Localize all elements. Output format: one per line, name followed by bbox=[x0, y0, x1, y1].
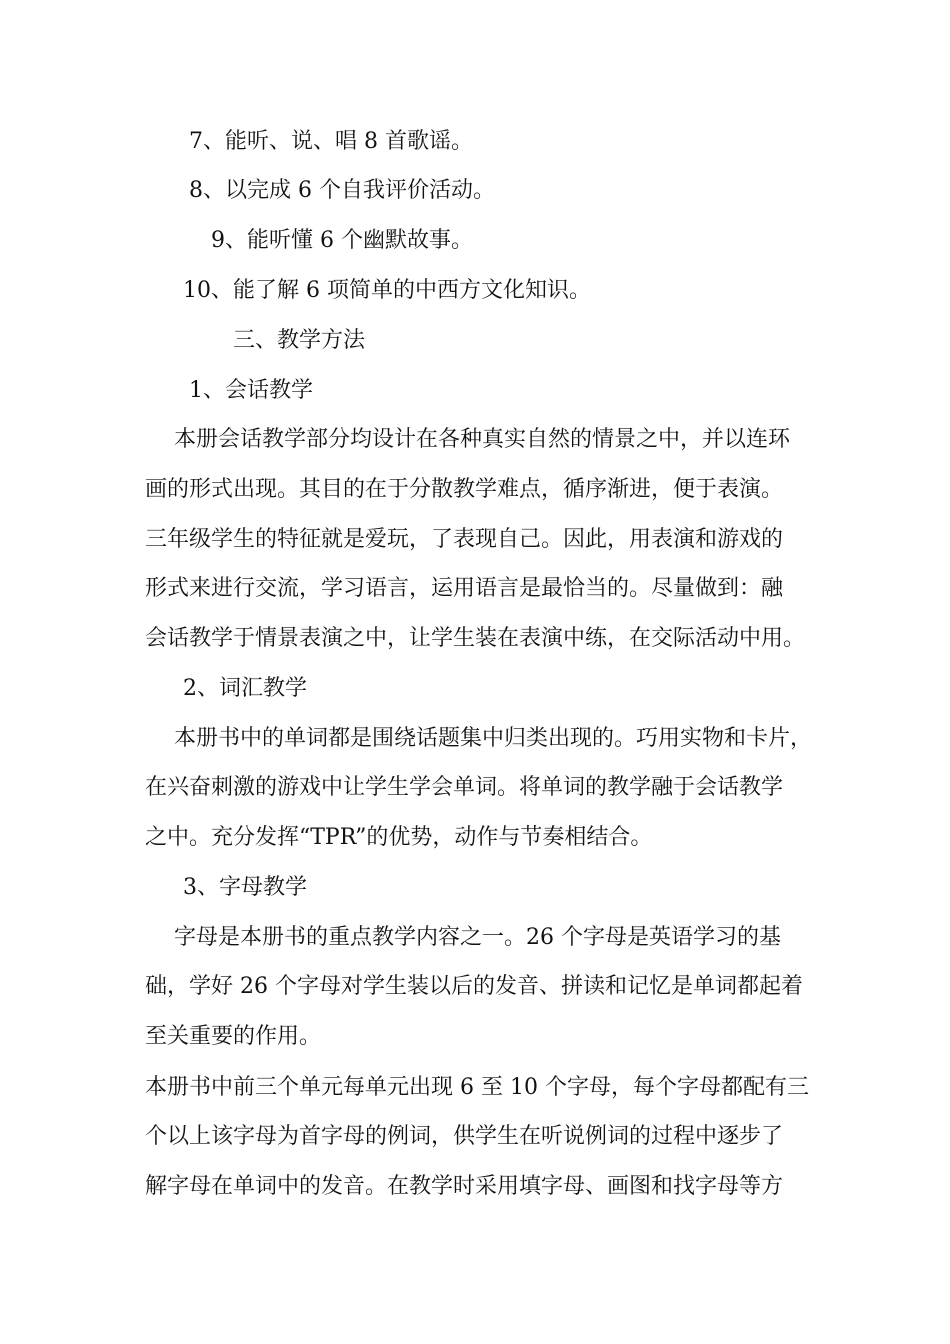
paragraph-line: 字母是本册书的重点教学内容之一。26 个字母是英语学习的基 bbox=[174, 925, 781, 950]
subheading-vocabulary: 2、词汇教学 bbox=[183, 676, 307, 701]
subheading-letters: 3、字母教学 bbox=[183, 875, 307, 900]
paragraph-line: 础，学好 26 个字母对学生装以后的发音、拼读和记忆是单词都起着 bbox=[145, 974, 803, 999]
paragraph-line: 本册会话教学部分均设计在各种真实自然的情景之中，并以连环 bbox=[174, 427, 791, 452]
paragraph-line: 画的形式出现。其目的在于分散教学难点，循序渐进，便于表演。 bbox=[145, 477, 784, 502]
subheading-conversation: 1、会话教学 bbox=[189, 378, 313, 403]
paragraph-line: 会话教学于情景表演之中，让学生装在表演中练，在交际活动中用。 bbox=[145, 626, 806, 651]
goal-line-7: 7、能听、说、唱 8 首歌谣。 bbox=[189, 129, 473, 154]
paragraph-line: 个以上该字母为首字母的例词，供学生在听说例词的过程中逐步了 bbox=[145, 1124, 784, 1149]
paragraph-line: 本册书中前三个单元每单元出现 6 至 10 个字母，每个字母都配有三 bbox=[145, 1075, 809, 1100]
paragraph-line: 本册书中的单词都是围绕话题集中归类出现的。巧用实物和卡片， bbox=[174, 726, 813, 751]
goal-line-9: 9、能听懂 6 个幽默故事。 bbox=[211, 228, 473, 253]
goal-line-10: 10、能了解 6 项简单的中西方文化知识。 bbox=[183, 278, 591, 303]
paragraph-line: 三年级学生的特征就是爱玩，了表现自己。因此，用表演和游戏的 bbox=[145, 527, 784, 552]
paragraph-line: 在兴奋刺激的游戏中让学生学会单词。将单词的教学融于会话教学 bbox=[145, 775, 784, 800]
paragraph-line: 形式来进行交流，学习语言，运用语言是最恰当的。尽量做到：融 bbox=[145, 576, 784, 601]
paragraph-line: 之中。充分发挥“TPR”的优势，动作与节奏相结合。 bbox=[145, 825, 653, 850]
goal-line-8: 8、以完成 6 个自我评价活动。 bbox=[189, 178, 495, 203]
section-heading: 三、教学方法 bbox=[233, 328, 366, 353]
paragraph-line: 解字母在单词中的发音。在教学时采用填字母、画图和找字母等方 bbox=[145, 1174, 784, 1199]
paragraph-line: 至关重要的作用。 bbox=[145, 1024, 322, 1049]
